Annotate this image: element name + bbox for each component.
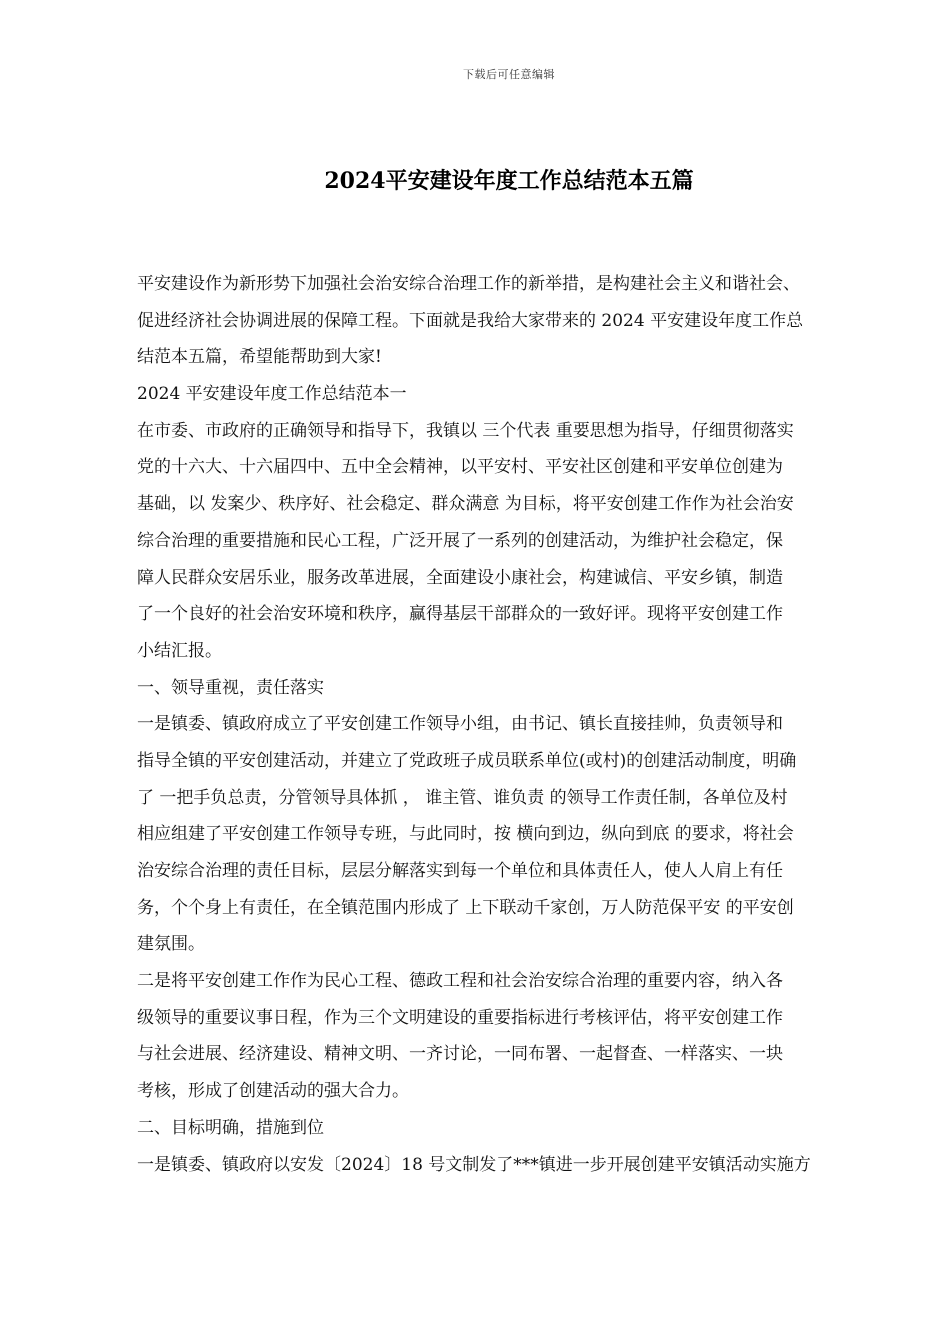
text-line: 党的十六大、十六届四中、五中全会精神，以平安村、平安社区创建和平安单位创建为	[137, 457, 783, 478]
text-line: 综合治理的重要措施和民心工程，广泛开展了一系列的创建活动，为维护社会稳定，保	[137, 530, 783, 551]
text-line: 小结汇报。	[137, 640, 222, 661]
text-line: 促进经济社会协调进展的保障工程。下面就是我给大家带来的 2024 平安建设年度工作总	[137, 310, 804, 331]
text-line: 与社会进展、经济建设、精神文明、一齐讨论，一同布署、一起督查、一样落实、一块	[137, 1044, 783, 1065]
header-note: 下载后可任意编辑	[463, 68, 555, 81]
text-line: 级领导的重要议事日程，作为三个文明建设的重要指标进行考核评估，将平安创建工作	[137, 1007, 783, 1028]
text-line: 考核，形成了创建活动的强大合力。	[137, 1081, 409, 1102]
text-line: 一、领导重视，责任落实	[137, 677, 324, 698]
text-line: 2024 平安建设年度工作总结范本一	[137, 384, 407, 405]
text-line: 相应组建了平安创建工作领导专班，与此同时，按 横向到边，纵向到底 的要求，将社会	[137, 824, 794, 845]
text-line: 二是将平安创建工作作为民心工程、德政工程和社会治安综合治理的重要内容，纳入各	[137, 971, 783, 992]
text-line: 平安建设作为新形势下加强社会治安综合治理工作的新举措，是构建社会主义和谐社会、	[137, 274, 800, 294]
text-line: 了 一把手负总责，分管领导具体抓 ， 谁主管、谁负责 的领导工作责任制，各单位及村	[137, 787, 788, 808]
text-line: 一是镇委、镇政府以安发〔2024〕18 号文制发了***镇进一步开展创建平安镇活动实施方	[137, 1154, 811, 1175]
text-line: 障人民群众安居乐业，服务改革进展，全面建设小康社会，构建诚信、平安乡镇，制造	[137, 567, 783, 588]
text-line: 建氛围。	[137, 934, 205, 955]
text-line: 指导全镇的平安创建活动，并建立了党政班子成员联系单位(或村)的创建活动制度，明确	[137, 750, 797, 771]
page-title: 2024平安建设年度工作总结范本五篇	[324, 168, 694, 194]
text-line: 二、目标明确，措施到位	[137, 1117, 324, 1138]
text-line: 一是镇委、镇政府成立了平安创建工作领导小组，由书记、镇长直接挂帅，负责领导和	[137, 714, 783, 735]
text-line: 了一个良好的社会治安环境和秩序，赢得基层干部群众的一致好评。现将平安创建工作	[137, 604, 783, 625]
text-line: 治安综合治理的责任目标，层层分解落实到每一个单位和具体责任人，使人人肩上有任	[137, 861, 783, 881]
text-line: 基础，以 发案少、秩序好、社会稳定、群众满意 为目标，将平安创建工作作为社会治安	[137, 494, 794, 515]
document-body	[137, 266, 894, 1183]
text-line: 结范本五篇，希望能帮助到大家!	[137, 347, 382, 368]
text-line: 在市委、市政府的正确领导和指导下，我镇以 三个代表 重要思想为指导，仔细贯彻落实	[137, 420, 794, 441]
text-line: 务，个个身上有责任，在全镇范围内形成了 上下联动千家创，万人防范保平安 的平安创	[137, 897, 794, 918]
